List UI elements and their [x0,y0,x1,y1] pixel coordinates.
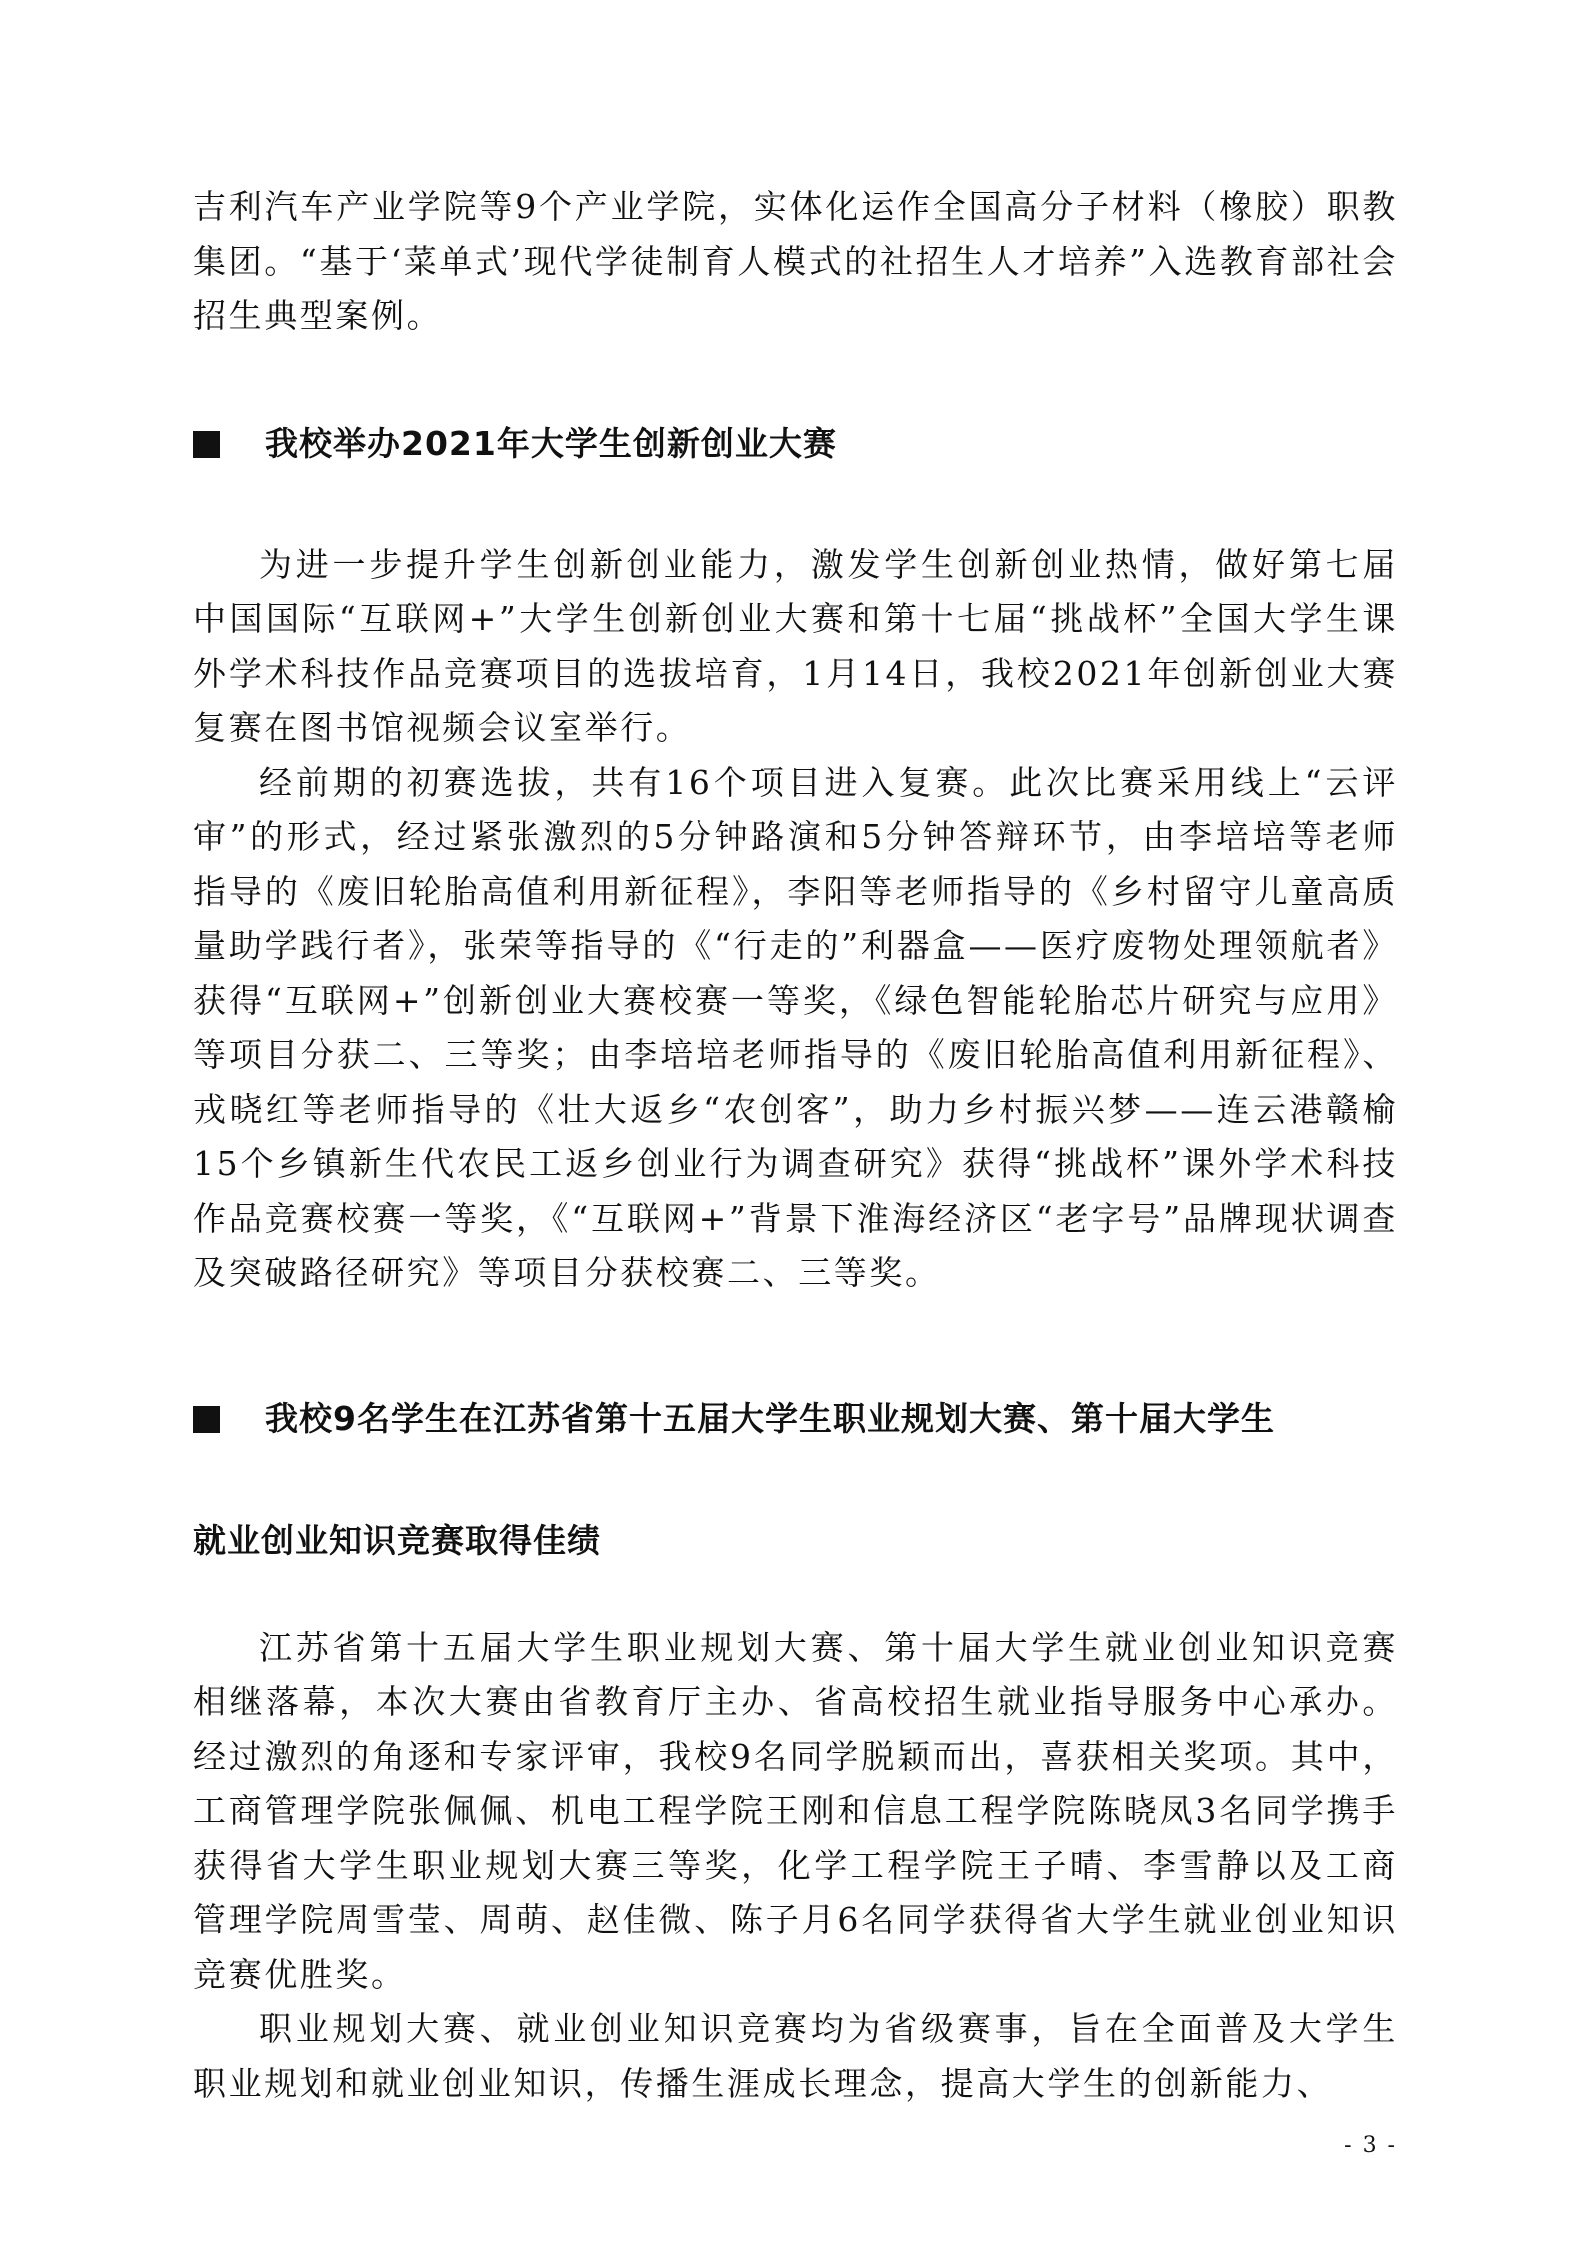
intro-paragraph: 吉利汽车产业学院等9个产业学院，实体化运作全国高分子材料（橡胶）职教集团。“基于‘菜单式’现代学徒制育人模式的社招生人才培养”入选教育部社会招生典型案例。 [193,187,1398,335]
section-2-paragraph: 江苏省第十五届大学生职业规划大赛、第十届大学生就业创业知识竞赛相继落幕，本次大赛由省教育厅主办、省高校招生就业指导服务中心承办。经过激烈的角逐和专家评审，我校9名同学脱颖而出，喜获相关奖项。其中，工商管理学院张佩佩、机电工程学院王刚和信息工程学院陈晓凤3名同学携手获得省大学生职业规划大赛三等奖，化学工程学院王子晴、李雪静以及工商管理学院周雪莹、周萌、赵佳微、陈子月6名同学获得省大学生就业创业知识竞赛优胜奖。 [193,1627,1398,1994]
section-1-paragraph: 经前期的初赛选拔，共有16个项目进入复赛。此次比赛采用线上“云评审”的形式，经过紧张激烈的5分钟路演和5分钟答辩环节，由李培培等老师指导的《废旧轮胎高值利用新征程》，李阳等老师指导的《乡村留守儿童高质量助学践行者》，张荣等指导的《“行走的”利器盒——医疗废物处理领航者》获得“互联网+”创新创业大赛校赛一等奖，《绿色智能轮胎芯片研究与应用》等项目分获二、三等奖；由李培培老师指导的《废旧轮胎高值利用新征程》、戎晓红等老师指导的《壮大返乡“农创客”，助力乡村振兴梦——连云港赣榆15个乡镇新生代农民工返乡创业行为调查研究》获得“挑战杯”课外学术科技作品竞赛校赛一等奖，《“互联网+”背景下淮海经济区“老字号”品牌现状调查及突破路径研究》等项目分获校赛二、三等奖。 [193,762,1398,1292]
square-bullet-icon [193,431,220,458]
section-2-title-line-2: 就业创业知识竞赛取得佳绩 [193,1520,601,1560]
section-2-paragraph: 职业规划大赛、就业创业知识竞赛均为省级赛事，旨在全面普及大学生职业规划和就业创业知识，传播生涯成长理念，提高大学生的创新能力、 [193,2009,1398,2103]
document-page [193,180,1398,2111]
section-2-title-line-1: 我校9名学生在江苏省第十五届大学生职业规划大赛、第十届大学生 [265,1398,1275,1438]
section-2-body [193,1621,1398,2112]
section-1-heading [193,394,1398,494]
square-bullet-icon [193,1406,220,1433]
section-1-paragraph: 为进一步提升学生创新创业能力，激发学生创新创业热情，做好第七届中国国际“互联网+”大学生创新创业大赛和第十七届“挑战杯”全国大学生课外学术科技作品竞赛项目的选拔培育，1月14日，我校2021年创新创业大赛复赛在图书馆视频会议室举行。 [193,544,1398,747]
intro-block [193,180,1398,344]
section-2-heading-continued [193,1491,1398,1591]
section-1-body [193,538,1398,1301]
page-number: - 3 - [1344,2133,1397,2158]
section-1-title: 我校举办2021年大学生创新创业大赛 [265,423,837,463]
section-2-heading [193,1369,1398,1469]
